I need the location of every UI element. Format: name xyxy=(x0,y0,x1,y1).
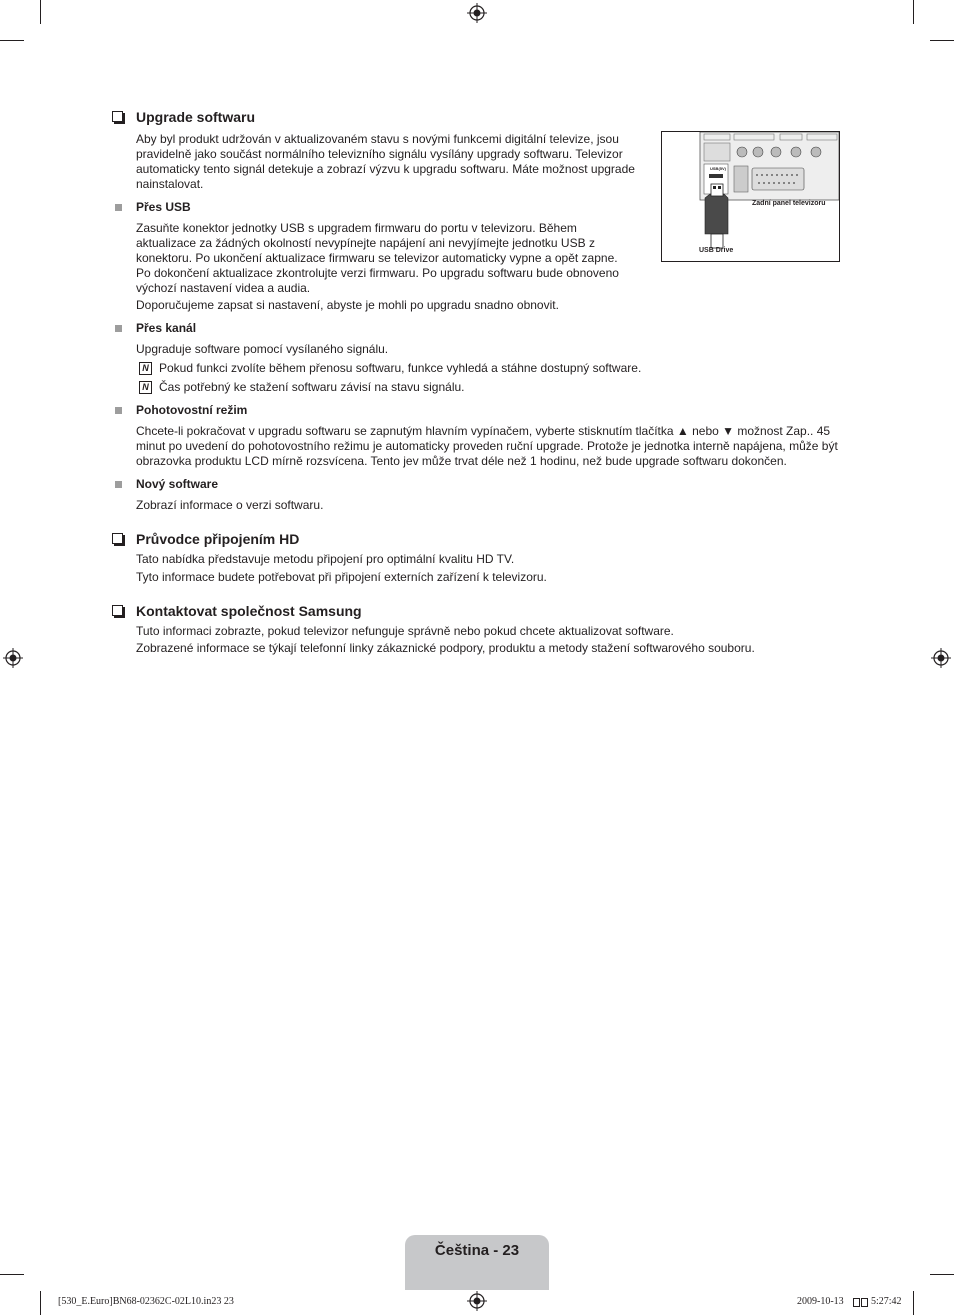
checkbox-bullet-icon xyxy=(112,605,123,616)
square-bullet-icon xyxy=(115,204,122,211)
subsection-title-usb: Přes USB xyxy=(112,200,844,215)
registration-mark-icon xyxy=(931,648,951,668)
square-bullet-icon xyxy=(115,325,122,332)
square-bullet-icon xyxy=(115,407,122,414)
page-number-tab xyxy=(405,1235,549,1290)
page-content xyxy=(112,108,844,656)
note-icon: N xyxy=(139,362,152,375)
square-bullet-icon xyxy=(115,481,122,488)
print-slug-glyph-box xyxy=(861,1298,868,1307)
usb-drive-label: USB Drive xyxy=(699,247,734,254)
section-title-upgrade: Upgrade softwaru xyxy=(112,108,844,126)
registration-mark-icon xyxy=(3,648,23,668)
crop-mark xyxy=(913,1291,914,1315)
contact-line: Zobrazené informace se týkají telefonní linky zákaznické podpory, produktu a metody stažení softwarového souboru. xyxy=(136,641,755,655)
crop-mark xyxy=(40,0,41,24)
note-icon: N xyxy=(139,381,152,394)
contact-line: Tuto informaci zobrazte, pokud televizor nefunguje správně nebo pokud chcete aktualizovat software. xyxy=(136,624,674,638)
usb-text: Zasuňte konektor jednotky USB s upgradem firmwaru do portu v televizoru. Během aktualizace za žádných okolností nevypínejte napájení ani nevyjímejte jednotku USB z konektoru. Po ukončení aktualizace firmwaru se televizor automaticky vypne a opět zapne. Po dokončení aktualizace zkontrolujte verzi firmwaru. Po upgradu softwaru bude obnoveno výchozí nastavení videa a audia. xyxy=(136,221,619,295)
print-slug-file: [530_E.Euro]BN68-02362C-02L10.in23 23 xyxy=(58,1296,234,1307)
crop-mark xyxy=(0,40,24,41)
standby-text: Chcete-li pokračovat v upgradu softwaru se zapnutým hlavním vypínačem, vyberte stisknutím tlačítka ▲ nebo ▼ možnost Zap.. 45 minut po uvedení do pohotovostního režimu je automaticky proveden ruční upgrade. Protože je jednotka interně napájena, může být obrazovka produktu LCD mírně rozsvícena. Tento jev může trvat déle než 1 hodinu, než bude upgrade softwaru dokončen. xyxy=(136,424,838,468)
hd-guide-line: Tyto informace budete potřebovat při připojení externích zařízení k televizoru. xyxy=(136,570,547,584)
subsection-title-new-software: Nový software xyxy=(112,477,844,492)
subsection-title-standby: Pohotovostní režim xyxy=(112,403,844,418)
crop-mark xyxy=(930,1274,954,1275)
crop-mark xyxy=(930,40,954,41)
print-slug-date: 2009-10-13 xyxy=(797,1296,844,1307)
hd-guide-line: Tato nabídka představuje metodu připojení pro optimální kvalitu HD TV. xyxy=(136,552,515,566)
crop-mark xyxy=(0,1274,24,1275)
section-title-hd-guide: Průvodce připojením HD xyxy=(112,530,844,548)
checkbox-bullet-icon xyxy=(112,111,123,122)
panel-label: Zadní panel televizoru xyxy=(752,200,826,207)
channel-text: Upgraduje software pomocí vysílaného signálu. xyxy=(136,342,389,356)
note-item: N Čas potřebný ke stažení softwaru závisí na stavu signálu. xyxy=(112,380,844,395)
subsection-title-channel: Přes kanál xyxy=(112,321,844,336)
checkbox-bullet-icon xyxy=(112,533,123,544)
page-number: Čeština - 23 xyxy=(434,1242,520,1259)
crop-mark xyxy=(913,0,914,24)
section-title-contact-samsung: Kontaktovat společnost Samsung xyxy=(112,602,844,620)
print-slug-time: 5:27:42 xyxy=(871,1296,902,1307)
registration-mark-icon xyxy=(467,1291,487,1311)
note-item: N Pokud funkci zvolíte během přenosu softwaru, funkce vyhledá a stáhne dostupný software. xyxy=(112,361,844,376)
usb-recommend: Doporučujeme zapsat si nastavení, abyste je mohli po upgradu snadno obnovit. xyxy=(136,298,559,312)
print-slug-glyph-box xyxy=(853,1298,860,1307)
crop-mark xyxy=(40,1291,41,1315)
new-software-text: Zobrazí informace o verzi softwaru. xyxy=(136,498,324,512)
upgrade-intro: Aby byl produkt udržován v aktualizovaném stavu s novými funkcemi digitální televize, jsou pravidelně jako součást normálního televizního signálu vysílány upgrady softwaru. Televizor automaticky tento signál detekuje a zobrazí výzvu k upgradu softwaru. Máte možnost upgrade nainstalovat. xyxy=(136,132,635,191)
port-label: USB(5V) xyxy=(710,166,727,171)
registration-mark-icon xyxy=(467,3,487,23)
